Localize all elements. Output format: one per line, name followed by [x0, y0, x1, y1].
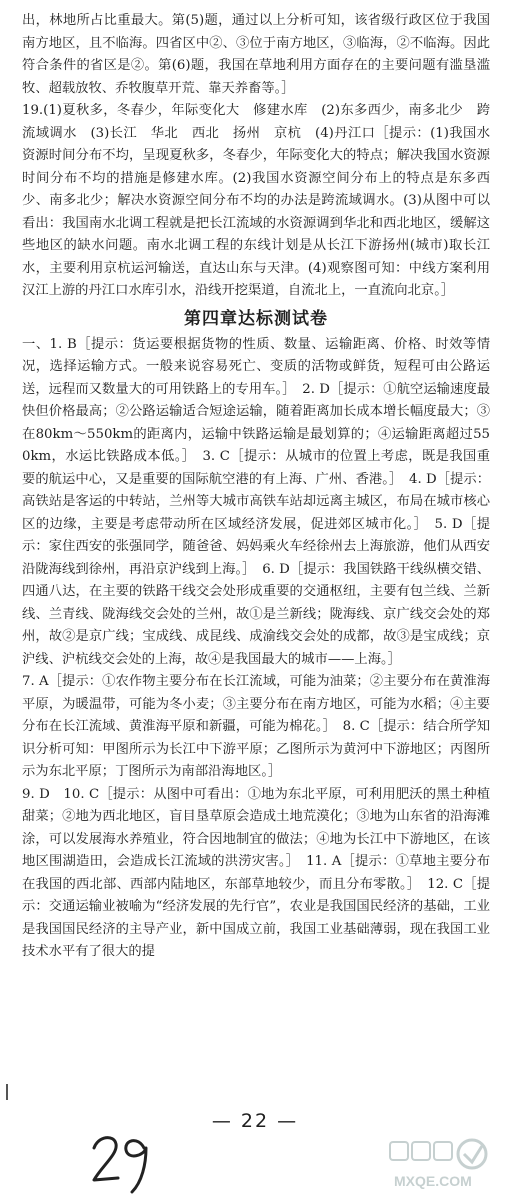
answer-paragraph-1: 出，林地所占比重最大。第(5)题，通过以上分析可知，该省级行政区位于我国南方地区，且不临海。四省区中②、③位于南方地区，③临海，②不临海。因此符合条件的省区是②。第(6)题，我国在草地利用方面存在的主要问题有滥垦滥牧、超载放牧、乔牧腹草开荒、靠天养畜等。］	[22, 13, 490, 96]
answer-paragraph-19: 19.(1)夏秋多，冬春少，年际变化大 修建水库 (2)东多西少，南多北少 跨流域调水 (3)长江 华北 西北 扬州 京杭 (4)丹江口［提示：(1)我国水资源时间分布不均，呈现夏秋多，冬春少，年际变化大的特点；解决我国水资源时间分布不均的措施是修建水库。(2)我国水资源空间分布上的特点是东多西少、南多北少；解决水资源空间分布不均的办法是跨流域调水。(3)从图中可以看出：我国南水北调工程就是把长江流域的水资源调到华北和西北地区，缓解这些地区的缺水问题。南水北调工程的东线计划是从长江下游扬州(城市)取长江水，主要利用京杭运河输送，直达山东与天津。(4)观察图可知：中线方案利用汉江上游的丹江口水库引水，沿线开挖渠道，自流北上，一直流向北京。］	[22, 103, 490, 298]
answer-paragraph-7-8: 7. A［提示：①农作物主要分布在长江流域，可能为油菜；②主要分布在黄淮海平原，为暖温带，可能为冬小麦；③主要分布在南方地区，可能为水稻；④主要分布在长江流域、黄淮海平原和新疆，可能为棉花。］ 8. C［提示：结合所学知识分析可知：甲图所示为长江中下游平原；乙图所示为黄河中下游地区；丙图所示为东北平原；丁图所示为南部沿海地区。］	[22, 674, 490, 779]
svg-text:MXQE.COM: MXQE.COM	[394, 1173, 472, 1189]
handwritten-number-29	[88, 1126, 158, 1196]
page-number: — 22 —	[211, 1110, 299, 1132]
answer-paragraph-9-12: 9. D 10. C［提示：从图中可看出：①地为东北平原，可利用肥沃的黑土种植甜菜；②地为西北地区，盲目垦草原会造成土地荒漠化；③地为山东省的沿海滩涂，可以发展海水养殖业，符合因地制宜的做法；④地为长江中下游地区，在该地区围湖造田，会造成长江流域的洪涝灾害。］ 11. A［提示：①草地主要分布在我国的西北部、西部内陆地区，东部草地较少，而且分布零散。］ 12. C［提示：交通运输业被喻为“经济发展的先行官”，农业是我国国民经济的基础，工业是我国国民经济的主导产业，新中国成立前，我国工业基础薄弱，现在我国工业技术水平有了很大的提	[22, 786, 490, 959]
watermark-logo	[386, 1136, 506, 1196]
answer-paragraph-section-1: 一、1. B［提示：货运要根据货物的性质、数量、运输距离、价格、时效等情况，选择运输方式。一般来说容易死亡、变质的活物或鲜货，短程可由公路运送，远程而又数量大的可用铁路上的专用车。］ 2. D［提示：①航空运输速度最快但价格最高；②公路运输适合短途运输，随着距离加长成本增长幅度最大；③在80km～550km的距离内，运输中铁路运输是最划算的；④运输距离超过550km，水运比铁路成本低。］ 3. C［提示：从城市的位置上考虑，既是我国重要的航运中心，又是重要的国际航空港的有上海、广州、香港。］ 4. D［提示：高铁站是客运的中转站，兰州等大城市高铁车站却远离主城区，布局在城市核心区的边缘，主要是考虑带动所在区域经济发展，促进郊区城市化。］ 5. D［提示：家住西安的张强同学，随爸爸、妈妈乘火车经徐州去上海旅游，他们从西安沿陇海线到徐州，再沿京沪线到上海。］ 6. D［提示：我国铁路干线纵横交错、四通八达，在主要的铁路干线交会处形成重要的交通枢纽，主要有包兰线、兰新线、兰青线、陇海线交会处的兰州，故①是兰新线；陇海线、京广线交会处的郑州，故②是京广线；宝成线、成昆线、成渝线交会处的成都，故③是宝成线；京沪线、沪杭线交会处的上海，故④是我国最大的城市——上海。］	[22, 336, 490, 667]
chapter-title: 第四章达标测试卷	[184, 308, 328, 329]
margin-tick	[6, 1084, 8, 1100]
